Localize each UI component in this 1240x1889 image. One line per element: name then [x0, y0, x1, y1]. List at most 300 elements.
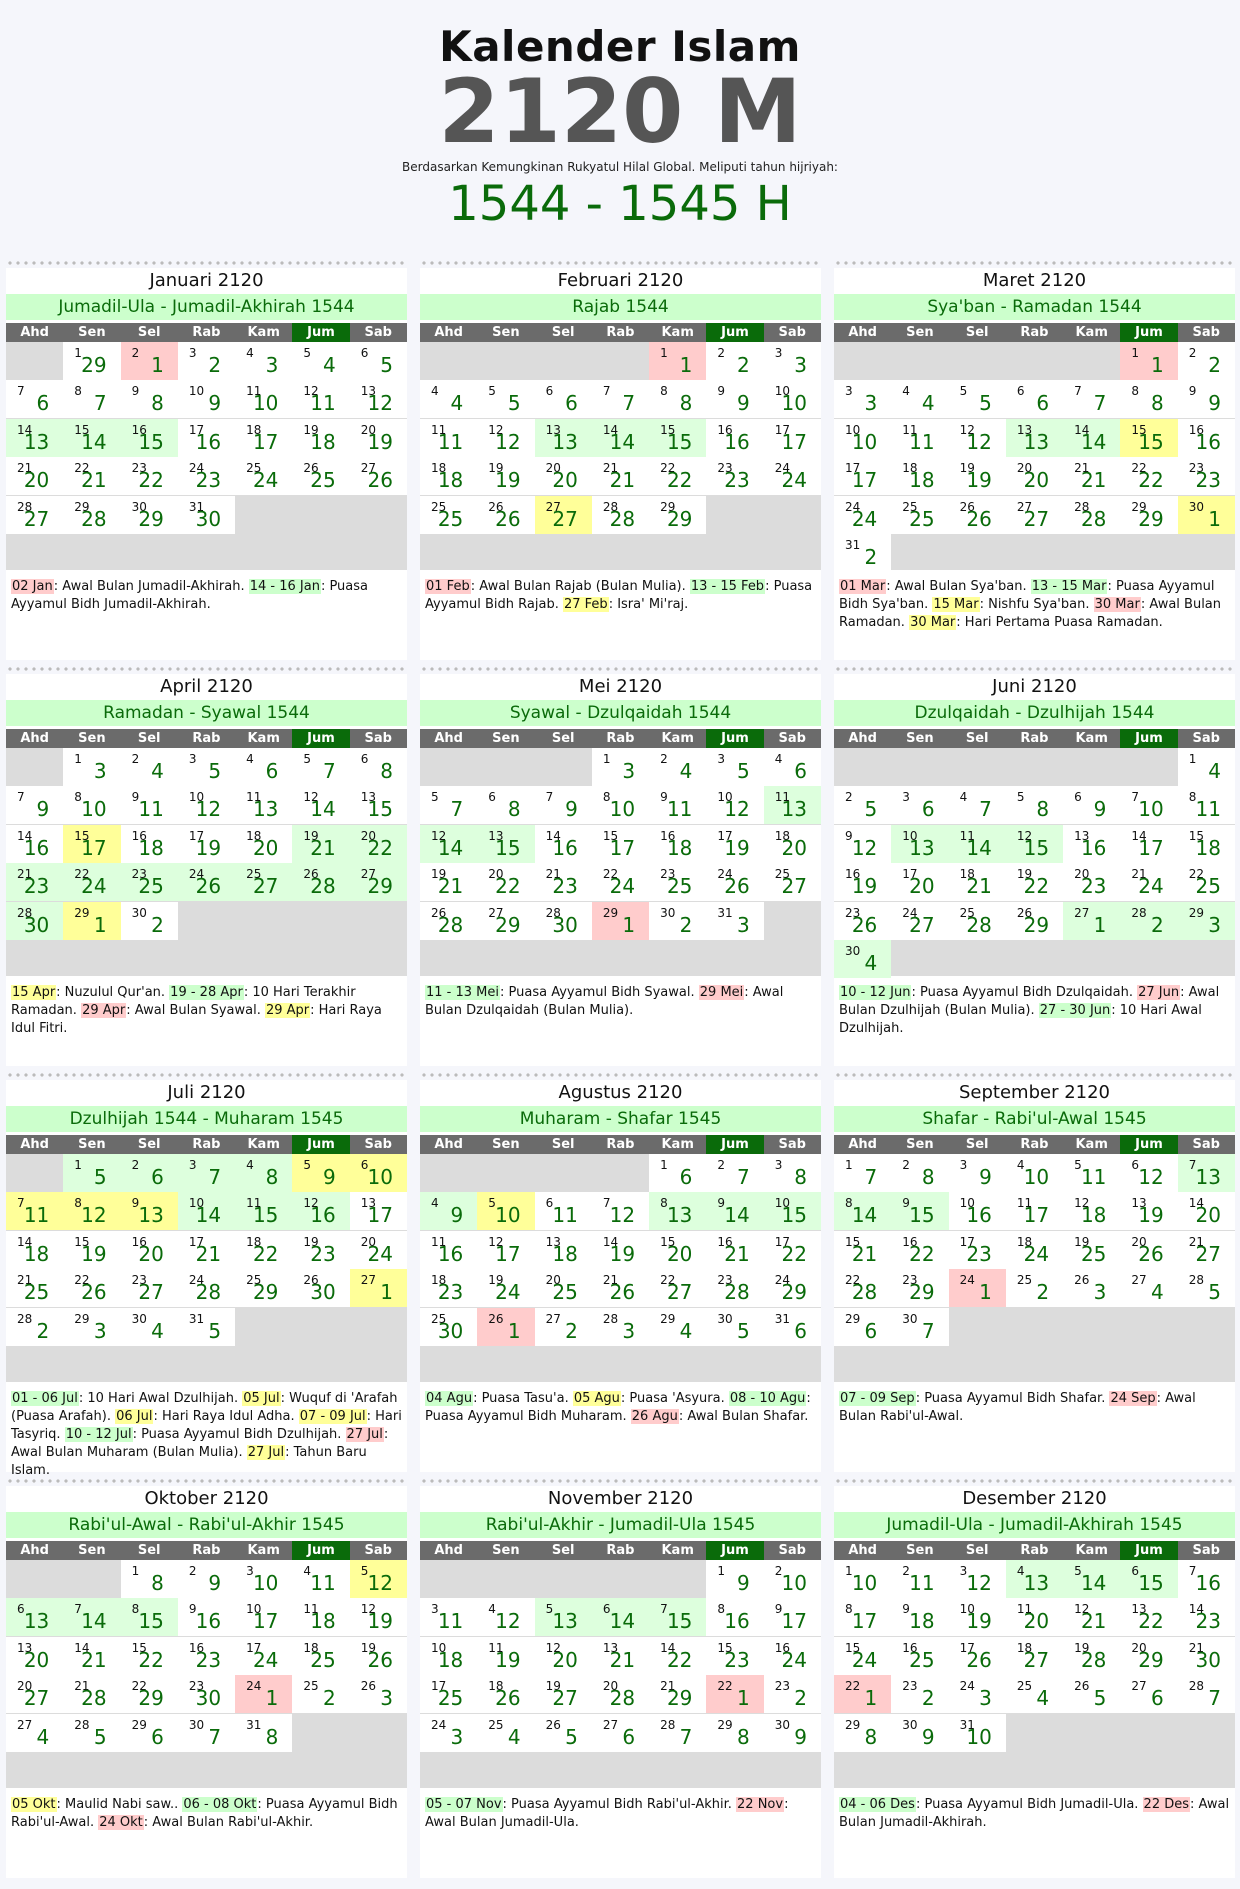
gregorian-day: 28: [1131, 905, 1147, 920]
day-cell: [592, 496, 649, 534]
hijri-day: 14: [81, 1609, 107, 1634]
hijri-day: 9: [208, 1571, 222, 1595]
gregorian-day: 6: [1131, 1564, 1140, 1578]
day-cell: [764, 1231, 821, 1269]
day-cell: [592, 380, 649, 418]
hijri-day: 21: [81, 468, 107, 493]
hijri-day: 20: [781, 835, 807, 860]
hijri-day: 27: [138, 1280, 164, 1305]
day-cell: [1063, 1637, 1120, 1675]
gregorian-day: 14: [1188, 1196, 1204, 1211]
day-cell: [949, 863, 1006, 901]
day-cell: [477, 825, 534, 863]
hijri-day: 7: [979, 797, 992, 822]
gregorian-day: 4: [246, 346, 254, 360]
hijri-day: 24: [851, 506, 878, 531]
day-cell: [235, 863, 292, 901]
day-cell: [834, 534, 891, 572]
gregorian-day: 27: [17, 1717, 33, 1732]
day-cell: [350, 863, 407, 901]
hijri-day: 25: [437, 1686, 464, 1711]
month-title: Juni 2120: [992, 676, 1077, 697]
hijri-day: 21: [310, 835, 336, 860]
hijri-day: 19: [367, 1609, 393, 1634]
gregorian-day: 22: [1188, 867, 1204, 882]
month-title: November 2120: [547, 1488, 694, 1509]
day-cell: [834, 825, 891, 863]
hijri-day: 17: [252, 429, 279, 454]
day-cell: [706, 1560, 763, 1598]
gregorian-day: 1: [1188, 752, 1197, 766]
gregorian-day: 7: [545, 790, 554, 805]
gregorian-day: 5: [488, 384, 496, 399]
month-panel: [420, 1486, 821, 1878]
dotted-divider: [6, 1073, 407, 1077]
weekday-header: [6, 323, 407, 342]
weekday-label: Sab: [778, 731, 806, 746]
gregorian-day: 26: [545, 1717, 561, 1732]
gregorian-day: 1: [131, 1564, 140, 1578]
hijri-day: 24: [252, 1647, 279, 1672]
gregorian-day: 1: [1131, 346, 1140, 360]
hijri-day: 16: [195, 1609, 222, 1634]
day-cell: [1063, 786, 1120, 824]
day-cell: [292, 419, 349, 457]
day-cell: [592, 863, 649, 901]
gregorian-day: 22: [1131, 461, 1147, 476]
day-cell: [1120, 457, 1177, 495]
gregorian-day: 7: [1188, 1564, 1197, 1578]
day-cell: [649, 1714, 706, 1752]
day-cell: [1006, 1560, 1063, 1598]
day-cell: [420, 1598, 477, 1636]
day-cell: [764, 1192, 821, 1230]
day-cell: [706, 786, 763, 824]
day-cell: [535, 1598, 592, 1636]
hijri-day: 7: [450, 797, 464, 822]
day-cell: [6, 825, 63, 863]
weekday-header: [420, 729, 821, 748]
day-cell: [535, 1192, 592, 1230]
day-cell: [63, 863, 120, 901]
hijri-day: 19: [195, 835, 222, 860]
note-date: 29 Mei: [699, 985, 744, 1000]
gregorian-day: 19: [545, 1679, 561, 1694]
gregorian-day: 1: [845, 1564, 853, 1578]
hijri-day: 29: [81, 353, 107, 377]
day-cell: [1120, 786, 1177, 824]
hijri-day: 5: [1208, 1280, 1221, 1305]
hijri-day: 20: [666, 1241, 693, 1266]
hijri-day: 24: [781, 1647, 807, 1672]
day-cell: [235, 786, 292, 824]
hijri-day: 13: [1023, 429, 1050, 454]
hijri-day: 24: [81, 874, 107, 899]
day-grid: [6, 748, 407, 976]
gregorian-day: 14: [1131, 828, 1147, 843]
day-cell: [235, 457, 292, 495]
gregorian-day: 15: [74, 828, 90, 843]
dotted-divider: [834, 667, 1235, 671]
day-cell: [592, 1675, 649, 1713]
hijri-day: 5: [93, 1165, 107, 1189]
weekday-label: Sel: [137, 731, 161, 746]
weekday-label: Kam: [247, 325, 280, 340]
hijri-day: 22: [138, 1647, 164, 1672]
day-cell: [121, 1192, 178, 1230]
hijri-day: 15: [781, 1203, 807, 1228]
gregorian-day: 5: [303, 752, 312, 766]
day-cell: [1120, 1154, 1177, 1192]
day-cell: [121, 419, 178, 457]
hijri-month-band: Dzulhijah 1544 - Muharam 1545: [6, 1106, 407, 1132]
day-cell: [121, 1714, 178, 1752]
hijri-day: 17: [851, 468, 878, 493]
day-cell: [121, 1308, 178, 1346]
hijri-day: 8: [265, 1724, 279, 1749]
gregorian-day: 5: [959, 384, 968, 399]
hijri-day: 14: [81, 429, 107, 454]
gregorian-day: 26: [360, 1679, 376, 1694]
gregorian-day: 30: [1188, 499, 1204, 514]
hijri-day: 6: [265, 759, 279, 783]
day-cell: [891, 1675, 948, 1713]
gregorian-day: 22: [74, 867, 90, 882]
hijri-day: 17: [252, 1609, 279, 1634]
gregorian-day: 24: [188, 1273, 205, 1288]
day-cell: [121, 902, 178, 940]
day-cell: [178, 1308, 235, 1346]
day-cell: [1120, 1637, 1177, 1675]
gregorian-day: 26: [959, 499, 975, 514]
day-cell: [1006, 496, 1063, 534]
gregorian-day: 28: [660, 1717, 676, 1732]
note-date: 04 Agu: [426, 1391, 473, 1406]
day-cell: [292, 1637, 349, 1675]
gregorian-day: 2: [845, 790, 853, 805]
day-cell: [63, 419, 120, 457]
day-cell: [1063, 457, 1120, 495]
hijri-day: 4: [921, 391, 935, 416]
dotted-divider: [420, 667, 821, 671]
hijri-day: 24: [781, 468, 807, 493]
note-date: 14 - 16 Jan: [249, 579, 320, 594]
gregorian-day: 18: [246, 422, 262, 437]
hijri-day: 5: [736, 759, 750, 783]
hijri-day: 8: [679, 391, 693, 416]
day-cell: [764, 380, 821, 418]
day-cell: [63, 1269, 120, 1307]
hijri-day: 3: [265, 353, 279, 377]
gregorian-day: 20: [488, 867, 504, 882]
gregorian-day: 24: [431, 1717, 447, 1732]
hijri-day: 3: [93, 759, 107, 783]
day-cell: [949, 457, 1006, 495]
gregorian-day: 11: [1016, 1196, 1033, 1211]
hijri-day: 26: [724, 874, 750, 899]
day-cell: [949, 1714, 1006, 1752]
gregorian-day: 17: [188, 422, 205, 437]
gregorian-day: 20: [1131, 1640, 1147, 1655]
gregorian-day: 29: [660, 499, 676, 514]
day-cell: [891, 1154, 948, 1192]
day-cell: [420, 1192, 477, 1230]
hijri-day: 10: [609, 797, 636, 822]
month-panel: [6, 674, 407, 1066]
hijri-day: 17: [81, 835, 107, 860]
day-cell: [63, 748, 120, 786]
day-cell: [6, 496, 63, 534]
gregorian-day: 18: [902, 461, 918, 476]
gregorian-day: 26: [303, 1273, 319, 1288]
weekday-label: Sel: [551, 1137, 575, 1152]
day-cell: [1006, 902, 1063, 940]
hijri-day: 29: [495, 912, 521, 937]
note-text: : Awal Bulan Shafar.: [678, 1409, 809, 1424]
gregorian-day: 31: [188, 1311, 205, 1326]
gregorian-day: 4: [1016, 1564, 1025, 1578]
day-cell: [649, 825, 706, 863]
day-cell: [350, 1560, 407, 1598]
gregorian-day: 8: [74, 790, 82, 805]
hijri-day: 4: [507, 1724, 521, 1749]
hijri-day: 3: [450, 1724, 464, 1749]
gregorian-day: 25: [246, 461, 262, 476]
note-date: 15 Mar: [933, 597, 979, 612]
day-cell: [178, 1154, 235, 1192]
gregorian-day: 15: [602, 828, 619, 843]
gregorian-day: 10: [717, 790, 733, 805]
gregorian-day: 3: [246, 1564, 254, 1578]
gregorian-day: 3: [431, 1602, 439, 1617]
hijri-day: 28: [851, 1280, 878, 1305]
hijri-day: 7: [208, 1165, 222, 1189]
gregorian-day: 30: [660, 905, 676, 920]
note-text: : Awal Bulan Jumadil-Akhirah.: [839, 1797, 1230, 1830]
hijri-day: 18: [909, 1609, 935, 1634]
gregorian-day: 15: [717, 1640, 733, 1655]
day-cell: [1178, 1231, 1235, 1269]
weekday-label: Jum: [292, 1135, 349, 1154]
day-cell: [706, 902, 763, 940]
hijri-day: 11: [1080, 1165, 1107, 1189]
note-date: 08 - 10 Agu: [729, 1391, 806, 1406]
hijri-day: 20: [909, 874, 935, 899]
hijri-day: 6: [151, 1724, 164, 1749]
day-cell: [1178, 1154, 1235, 1192]
hijri-day: 15: [367, 797, 393, 822]
hijri-day: 10: [1138, 797, 1164, 822]
hijri-day: 14: [609, 429, 636, 454]
gregorian-day: 30: [131, 499, 147, 514]
month-panel: [834, 1080, 1235, 1472]
gregorian-day: 13: [1074, 828, 1090, 843]
gregorian-day: 27: [545, 499, 561, 514]
hijri-day: 26: [195, 874, 222, 899]
gregorian-day: 25: [246, 1273, 262, 1288]
note-date: 04 - 06 Des: [840, 1797, 915, 1812]
gregorian-day: 12: [545, 1640, 561, 1655]
hijri-day: 14: [609, 1609, 636, 1634]
hijri-day: 11: [909, 1571, 935, 1595]
gregorian-day: 26: [1074, 1273, 1090, 1288]
gregorian-day: 8: [845, 1196, 853, 1211]
gregorian-day: 2: [131, 1158, 140, 1172]
day-cell: [1120, 380, 1177, 418]
day-cell: [535, 380, 592, 418]
gregorian-day: 15: [845, 1234, 861, 1249]
gregorian-day: 21: [17, 461, 33, 476]
gregorian-day: 27: [1131, 1679, 1147, 1694]
hijri-day: 1: [265, 1686, 279, 1711]
note-date: 06 Jul: [116, 1409, 153, 1424]
gregorian-day: 25: [431, 499, 447, 514]
hijri-day: 27: [1023, 506, 1050, 531]
day-cell: [420, 496, 477, 534]
day-cell: [178, 863, 235, 901]
weekday-label: Sen: [492, 1543, 520, 1558]
note-text: : Puasa Ayyamul Bidh Jumadil-Akhirah.: [11, 579, 369, 612]
weekday-header: [420, 1135, 821, 1154]
hijri-day: 27: [909, 912, 935, 937]
gregorian-day: 15: [74, 422, 90, 437]
weekday-label: Ahd: [434, 731, 463, 746]
gregorian-day: 20: [545, 1273, 561, 1288]
day-cell: [350, 1598, 407, 1636]
hijri-day: 27: [552, 1686, 578, 1711]
hijri-day: 18: [552, 1241, 578, 1266]
day-cell: [63, 1598, 120, 1636]
gregorian-day: 16: [660, 828, 676, 843]
gregorian-day: 1: [660, 1158, 668, 1172]
weekday-label: Sab: [778, 1137, 806, 1152]
hijri-day: 13: [252, 797, 279, 822]
gregorian-day: 15: [845, 1640, 861, 1655]
gregorian-day: 21: [1188, 1234, 1204, 1249]
gregorian-day: 11: [488, 1640, 504, 1655]
day-cell: [535, 419, 592, 457]
day-cell: [178, 457, 235, 495]
day-cell: [891, 1560, 948, 1598]
hijri-day: 21: [1080, 468, 1107, 493]
day-cell: [1063, 1231, 1120, 1269]
hijri-day: 22: [666, 468, 693, 493]
day-cell: [477, 419, 534, 457]
day-cell: [350, 1231, 407, 1269]
weekday-label: Ahd: [848, 325, 877, 340]
day-cell: [235, 342, 292, 380]
gregorian-day: 14: [1188, 1602, 1204, 1617]
hijri-day: 10: [851, 1571, 878, 1595]
gregorian-day: 29: [74, 905, 90, 920]
hijri-day: 20: [23, 468, 50, 493]
day-cell: [350, 825, 407, 863]
gregorian-day: 28: [1188, 1679, 1204, 1694]
page-subtitle: Berdasarkan Kemungkinan Rukyatul Hilal Global. Meliputi tahun hijriyah:: [402, 160, 838, 174]
hijri-day: 18: [138, 835, 164, 860]
hijri-day: 28: [1080, 506, 1107, 531]
note-date: 05 Okt: [12, 1797, 56, 1812]
day-cell: [1006, 1231, 1063, 1269]
day-cell: [949, 380, 1006, 418]
month-notes: [839, 578, 1230, 632]
day-cell: [420, 1714, 477, 1752]
day-cell: [477, 1308, 534, 1346]
day-cell: [649, 1675, 706, 1713]
hijri-day: 7: [208, 1724, 222, 1749]
weekday-label: Rab: [1020, 325, 1049, 340]
hijri-day: 27: [23, 506, 50, 531]
day-grid: [834, 342, 1235, 570]
hijri-day: 11: [23, 1203, 50, 1228]
day-cell: [592, 902, 649, 940]
gregorian-day: 12: [303, 1196, 319, 1211]
day-cell: [6, 1675, 63, 1713]
weekday-header: [6, 1541, 407, 1560]
day-cell: [121, 1560, 178, 1598]
month-panel: [6, 1080, 407, 1478]
day-cell: [949, 902, 1006, 940]
weekday-label: Rab: [1020, 731, 1049, 746]
gregorian-day: 4: [246, 752, 254, 766]
note-text: : Awal Bulan Rabi'ul-Awal.: [839, 1391, 1196, 1424]
weekday-label: Sab: [778, 325, 806, 340]
day-cell: [649, 496, 706, 534]
gregorian-day: 14: [602, 1234, 619, 1249]
gregorian-day: 5: [1074, 1564, 1082, 1578]
gregorian-day: 28: [1188, 1273, 1204, 1288]
hijri-day: 23: [1195, 1609, 1221, 1634]
hijri-day: 5: [507, 391, 521, 416]
dotted-divider: [420, 261, 821, 265]
day-cell: [178, 1269, 235, 1307]
day-grid: [6, 1154, 407, 1382]
hijri-day: 8: [794, 1165, 807, 1189]
gregorian-day: 29: [717, 1717, 733, 1732]
gregorian-day: 5: [360, 1564, 369, 1578]
note-text: : Awal Bulan Ramadan.: [839, 597, 1222, 630]
gregorian-day: 29: [1131, 499, 1147, 514]
gregorian-day: 17: [959, 1234, 975, 1249]
day-grid: [420, 748, 821, 976]
gregorian-day: 31: [845, 538, 861, 552]
month-notes: [11, 1390, 402, 1480]
hijri-day: 16: [1195, 1571, 1221, 1595]
gregorian-day: 17: [774, 1234, 790, 1249]
gregorian-day: 1: [74, 1158, 82, 1172]
dotted-divider: [6, 1479, 407, 1483]
day-cell: [477, 1598, 534, 1636]
weekday-label: Jum: [1120, 1541, 1177, 1560]
note-date: 05 Agu: [573, 1391, 620, 1406]
weekday-label: Sel: [965, 1543, 989, 1558]
day-cell: [649, 1192, 706, 1230]
weekday-label: Kam: [1075, 1543, 1108, 1558]
gregorian-day: 24: [845, 499, 861, 514]
day-cell: [1120, 863, 1177, 901]
hijri-day: 3: [979, 1686, 992, 1711]
dotted-divider: [420, 1073, 821, 1077]
gregorian-day: 30: [131, 905, 147, 920]
gregorian-day: 26: [488, 1311, 504, 1326]
day-cell: [1120, 1560, 1177, 1598]
day-cell: [63, 342, 120, 380]
hijri-day: 25: [666, 874, 693, 899]
hijri-day: 22: [909, 1241, 935, 1266]
hijri-day: 9: [736, 391, 750, 416]
gregorian-day: 29: [1188, 905, 1204, 920]
weekday-header: [834, 1135, 1235, 1154]
